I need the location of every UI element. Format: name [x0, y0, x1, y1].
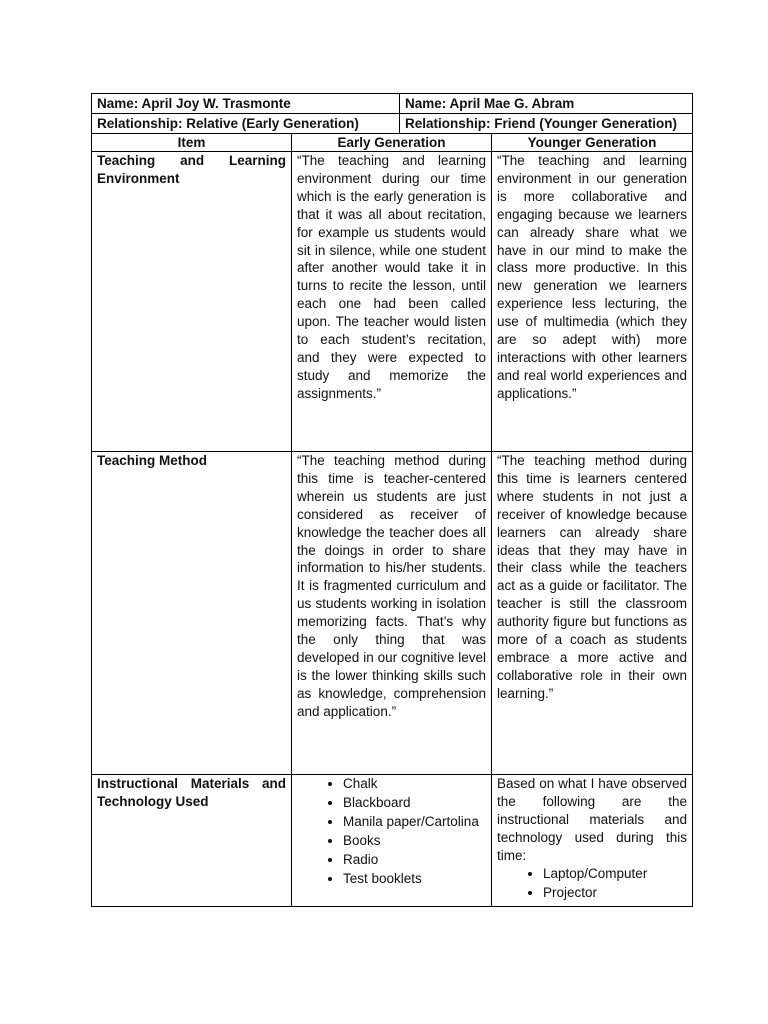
list-item: • Chalk: [343, 775, 486, 792]
row-early-list-cell: [292, 775, 492, 907]
name-left: Name: April Joy W. Trasmonte: [92, 94, 400, 114]
list-item: • Projector: [543, 884, 687, 901]
relationship-row: [92, 114, 693, 134]
row-younger-text: “The teaching and learning environment in our generation is more collaborative and engaging because we learners can already share what we have in our mind to make the class more productive. In this new generation we learners experience less lecturing, the use of multimedia (which they are so adept with) more interactions with other learners and real world experiences and applications.”: [492, 152, 693, 452]
header-table: [91, 93, 693, 134]
list-item: • Laptop/Computer: [543, 865, 687, 882]
list-item: • Books: [343, 832, 486, 849]
table-row: [92, 452, 693, 775]
column-header-early: Early Generation: [292, 134, 492, 152]
younger-materials-intro: Based on what I have observed the following are the instructional materials and technology used during this time:: [497, 776, 687, 863]
names-row: [92, 94, 693, 114]
comparison-table: [91, 133, 693, 907]
list-item: • Manila paper/Cartolina: [343, 813, 486, 830]
column-header-row: [92, 134, 693, 152]
name-right: Name: April Mae G. Abram: [400, 94, 693, 114]
list-item: • Radio: [343, 851, 486, 868]
column-header-younger: Younger Generation: [492, 134, 693, 152]
column-header-item: Item: [92, 134, 292, 152]
younger-materials-list: [497, 865, 687, 901]
row-younger-text: “The teaching method during this time is learners centered where students in not just a receiver of knowledge because learners can already share ideas that they may have in their class while the teachers act as a guide or facilitator. The teacher is still the classroom authority figure but functions as more of a coach as students embrace a more active and collaborative role in their own learning.”: [492, 452, 693, 775]
early-materials-list: [297, 775, 486, 887]
table-row: [92, 152, 693, 452]
document-page: [91, 93, 692, 907]
row-younger-list-cell: [492, 775, 693, 907]
row-early-text: “The teaching and learning environment during our time which is the early generation is that it was all about recitation, for example us students would sit in silence, while one student after another would take it in turns to recite the lesson, until each one had been called upon. The teacher would listen to each student’s recitation, and they were expected to study and memorize the assignments.”: [292, 152, 492, 452]
relationship-left: Relationship: Relative (Early Generation): [92, 114, 400, 134]
list-item: • Test booklets: [343, 870, 486, 887]
row-item-label: Instructional Materials and Technology Used: [92, 775, 292, 907]
row-early-text: “The teaching method during this time is teacher-centered wherein us students are just considered as receiver of knowledge the teacher does all the doings in order to share information to his/her students. It is fragmented curriculum and us students working in isolation memorizing facts. That’s why the only thing that was developed in our cognitive level is the lower thinking skills such as knowledge, comprehension and application.”: [292, 452, 492, 775]
relationship-right: Relationship: Friend (Younger Generation): [400, 114, 693, 134]
row-item-label: Teaching Method: [92, 452, 292, 775]
list-item: • Blackboard: [343, 794, 486, 811]
row-item-label: Teaching and Learning Environment: [92, 152, 292, 452]
table-row: [92, 775, 693, 907]
